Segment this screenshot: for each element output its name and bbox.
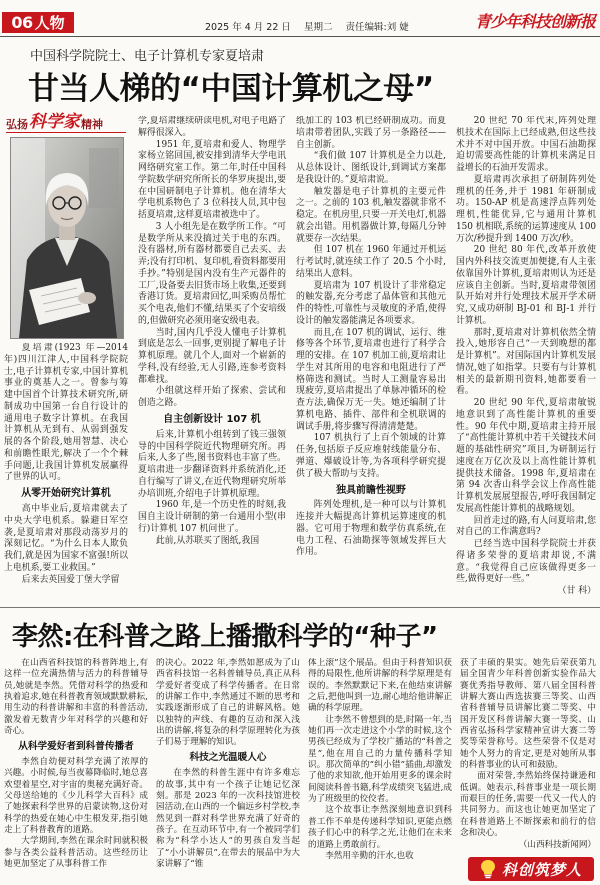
paragraph: 夏培肃再次承担了研制阵列处理机的任务,并于 1981 年研制成功。150-AP 机是高速浮点阵列处理机,性能优异,它与通用计算机 150 机相联,系统的运算速度从 100 万次/秒提升到 1400 万次/秒。 <box>456 174 596 244</box>
paragraph: 触发器是电子计算机的主要元件之一。之前的 103 机,触发器就非常不稳定。在机房里,只要一开关电灯,机器就会出错。用机器做计算,每隔几分钟就要存一次结果。 <box>296 186 446 244</box>
paragraph: 20 世纪 80 年代,改革开放使国内外科技交流更加便捷,有人主张依靠国外计算机,夏培肃则认为还是应该自主创新。当时,夏培肃带领团队开始对并行处理技术展开学术研究,又成功研制 BJ-01 和 BJ-1 并行计算机。 <box>456 245 596 326</box>
article-column <box>138 116 286 602</box>
paragraph: 20 世纪 70 年代末,阵列处理机技术在国际上已经成熟,但这些技术并不对中国开放。中国石油勘探迫切需要高性能的计算机来满足日益增长的石油开发需求。 <box>456 116 596 173</box>
paragraph: 夏培肃(1923 年—2014 年)四川江津人,中国科学院院士,电子计算机专家,中国计算机事业的奠基人之一。曾参与筹建中国首个计算技术研究所,研制成功中国第一台自行设计的通用电子数字计算机。在我国计算机从无到有、从弱到强发展的各个阶段,她用智慧、决心和前瞻性眼光,解决了一个个棘手问题,让我国计算机发展赢得了世界的认可。 <box>4 343 128 483</box>
paragraph: 而且,在 107 机的调试、运行、维修等各个环节,夏培肃也进行了科学合理的安排。在 107 机加工前,夏培肃让学生对其所用的电容和电阻进行了严格筛选和测试。当时人工测量容易出现疲劳,夏培肃提出了单脉冲循环的检查方法,确保万无一失。她还编制了计算机电路、插件、部件和全机联调的调试手册,将步骤写得清清楚楚。 <box>296 327 446 432</box>
article-column <box>296 116 446 602</box>
section-number: 06 <box>11 13 33 32</box>
paragraph: 20 世纪 90 年代,夏培肃敏锐地意识到了高性能计算机的重要性。90 年代中期,夏培肃主持开展了“高性能计算机中若干关键技术问题的基础性研究”项目,为研制运行速度在万亿次及以上高性能计算机提供技术储备。1998 年,夏培肃在第 94 次香山科学会议上作高性能计算机发展展望报告,呼吁我国制定发展高性能计算机的战略规划。 <box>456 398 596 514</box>
byline: （甘 科） <box>557 586 596 596</box>
article-column <box>460 658 596 852</box>
paragraph: 已经当选中国科学院院士并获得诸多荣誉的夏培肃却说,不满意。“我觉得自己应该做得更多一些,做得更好一些。” <box>456 539 596 585</box>
section-name: 人物 <box>34 14 65 32</box>
paragraph: 体上滚”这个展品。但由于科普知识获得的局限性,他所讲解的科学原理是有误的。李然默默记下来,在他结束讲解之后,把他叫到一边,耐心地给他讲解正确的科学原理。 <box>308 658 452 714</box>
section-heading: 从零开始研究计算机 <box>21 488 111 500</box>
section-heading: 科技之光温暖人心 <box>189 752 267 764</box>
page-editor: 责任编辑:刘 婕 <box>345 22 409 33</box>
paragraph: 后来去英国爱丁堡大学留 <box>21 574 120 585</box>
paragraph: “我们做 107 计算机是全力以赴,从总体设计、图纸设计,到调试方案都是我设计的。”夏培肃说。 <box>296 151 446 185</box>
paragraph: 这个故事让李然深刻地意识到科普工作不单是传递科学知识,更能点燃孩子们心中的科学之光,让他们在未来的道路上勇敢前行。 <box>308 805 452 850</box>
byline: （山西科技新闻网） <box>518 839 596 850</box>
article-column <box>156 658 300 885</box>
newspaper-masthead-logo: 青少年科技创新报 <box>474 12 595 31</box>
column-badge <box>6 110 126 133</box>
paragraph: 小组就这样开始了探索、尝试和创造之路。 <box>138 386 286 408</box>
paragraph: 李然用辛勤的汗水,也收 <box>325 850 414 861</box>
issue-date: 2025 年 4 月 22 日 <box>205 22 291 33</box>
header-divider <box>0 36 600 37</box>
section-tag <box>2 12 74 33</box>
paragraph: 纸加工的 103 机已经研制成功。而夏培肃带着团队,实践了另一条路径——自主创新。 <box>296 116 446 150</box>
paragraph: 107 机执行了上百个领域的计算任务,包括原子反应堆射线能量分布、弹道、爆破设计等,为各项科学研究提供了极大帮助与支持。 <box>296 433 446 479</box>
lightbulb-icon <box>480 859 496 879</box>
paragraph: 但 107 机在 1960 年通过开机运行考试时,就连续工作了 20.5 个小时,结果出人意料。 <box>296 245 446 279</box>
paragraph: 此前,从苏联买了图纸,我国 <box>155 535 260 546</box>
paragraph: 学,夏培肃继续研读电机,对电子电路了解得很深入。 <box>138 116 286 138</box>
article-kicker: 中国科学院院士、电子计算机专家夏培肃 <box>30 49 265 64</box>
section-heading: 自主创新设计 107 机 <box>163 414 261 426</box>
paragraph: 那时,夏培肃对计算机依然全情投入,她形容自己“一天到晚想的都是计算机”。对国际国内计算机发展情况,她了如指掌。只要有与计算机相关的最新期刊资料,她都要看一看。 <box>456 327 596 397</box>
paragraph: 回首走过的路,有人问夏培肃,您对自己的工作满意吗? <box>456 515 596 538</box>
badge-prefix: 弘扬 <box>6 118 28 131</box>
paragraph: 后来,计算机小组转到了钱三强领导的中国科学院近代物理研究所。再后来,人多了些,图书资料也丰富了些。夏培肃进一步翻译资料并系统消化,还自行编写了讲义,在近代物理研究所举办培训班,介绍电子计算机原理。 <box>138 429 286 499</box>
paragraph: 3 人小组先是在数学所工作。“可是数学所从来没搞过关于电的东西。没有器材,所有器材都要自己去买、去弄;没有打印机、复印机,看资料都要用手抄。”特别是国内没有生产元器件的工厂,设备要去旧货市场上收集,还要到香港订货。夏培肃回忆,叫采购员帮忙买个电表,他们不懂,结果买了个安培级的,但做研究必须用毫安级电表。 <box>138 221 286 326</box>
article-title: 甘当人梯的“中国计算机之母” <box>28 71 434 107</box>
paragraph: 高中毕业后,夏培肃就去了中央大学电机系。躲避日军空袭,是夏培肃对那段动荡岁月的深刻记忆。“为什么日本人欺负我们,就是因为国家不富强!所以上电机系,要工业救国。” <box>4 504 128 573</box>
article-column <box>456 116 596 602</box>
paragraph: 获了丰硕的果实。她先后荣获第九届全国青少年科普创新实验作品大赛优秀指导教师、第八届全国科普讲解大赛山西选拔赛三等奖、山西省科普辅导员讲解比赛二等奖、中国开发区科普讲解大赛一等奖、山西省弘扬科学家精神宣讲大赛二等奖等荣誉称号。这些荣誉不仅是对她个人努力的肯定,更是对她所从事的科普事业的认可和鼓励。 <box>460 658 596 771</box>
paragraph: 的决心。2022 年,李然如愿成为了山西省科技馆一名科普辅导员,真正从科学爱好者变成了科学传播者。在日常的讲解工作中,李然通过不断的思考和实践逐渐形成了自己的讲解风格。她以独特的声线、有趣的互动和深入浅出的讲解,将复杂的科学原理转化为孩子们易于理解的知识。 <box>156 658 300 748</box>
dateline <box>205 19 419 33</box>
paragraph: 当时,国内几乎没人懂电子计算机到底是怎么一回事,更别提了解电子计算机原理。就几个人,面对一个崭新的学科,没有经验,无人引路,连参考资料都难找。 <box>138 327 286 385</box>
column-badge <box>468 857 594 881</box>
section-heading: 从科学爱好者到科普传播者 <box>18 740 134 752</box>
paragraph: 李然自幼便对科学充满了浓厚的兴趣。小时候,每当夜幕降临时,她总喜欢望着星空,对宇宙的奥秘充满好奇。父母送给她的《少儿科学大百科》成了她探索科学世界的启蒙读物,这份对科学的热爱在她心中生根发芽,指引她走上了科普教育的道路。 <box>4 756 148 835</box>
portrait-illustration <box>11 138 123 338</box>
badge-label: 科创筑梦人 <box>501 860 582 879</box>
paragraph: 夏培肃为 107 机设计了非常稳定的触发器,充分考虑了晶体管和其他元件的特性,可靠性与灵敏度的矛盾,使得设计的触发器能满足各项要求。 <box>296 280 446 326</box>
paragraph: 面对荣誉,李然始终保持谦逊和低调。她表示,科普事业是一项长期而艰巨的任务,需要一代又一代人的共同努力。而这也让她更加坚定了在科普道路上不断探索和前行的信念和决心。 <box>460 771 596 839</box>
paragraph: 1960 年,是一个历史性的时刻,我国自主设计研制的第一台通用小型(串行)计算机 107 机问世了。 <box>138 500 286 534</box>
article-column <box>4 343 128 602</box>
paragraph: 阵列处理机,是一种可以与计算机连接并大幅提高计算机运算速度的机器。它可用于物理和数学仿真系统,在电力工程、石油勘探等领域发挥巨大作用。 <box>296 500 446 558</box>
portrait-photo <box>10 137 124 339</box>
issue-weekday: 星期二 <box>303 22 333 33</box>
badge-highlight: 科学家 <box>29 112 80 132</box>
article-column <box>4 658 148 885</box>
article-divider <box>0 607 600 608</box>
badge-suffix: 精神 <box>81 118 103 131</box>
paragraph: 1951 年,夏培肃和爱人、物理学家杨立铭回国,被安排到清华大学电讯网络研究室工作。第二年,时任中国科学院数学研究所所长的华罗庚提出,要在中国研制电子计算机。他在清华大学电机系物色了 3 位科技人员,其中包括夏培肃,这样夏培肃被选中了。 <box>138 139 286 220</box>
section-heading: 独具前瞻性视野 <box>336 484 406 496</box>
article-column <box>308 658 452 885</box>
paragraph: 在李然的科普生涯中有许多难忘的故事,其中有一个孩子让她记忆深刻。那是 2023 年的一次科技馆进校园活动,在山西的一个偏远乡村学校,李然见到一群对科学世界充满了好奇的孩子。在互动环节中,有一个被同学们称为“科学小达人”的男孩自发当起了“小小讲解员”,在带去的展品中为大家讲解了“锥 <box>156 768 300 869</box>
article-title: 李然:在科普之路上播撒科学的“种子” <box>12 622 438 652</box>
paragraph: 让李然不曾想到的是,时隔一年,当她们再一次走进这个小学的时候,这个男孩已经成为了学校广播站的“科普之星”,他在用自己的力量传播科学知识。那次简单的“纠小错”插曲,却激发了他的求知欲,他开始用更多的课余时间阅读科普书籍,科学成绩突飞猛进,成为了班级里的佼佼者。 <box>308 714 452 805</box>
paragraph: 在山西省科技馆的科普阵地上,有这样一位充满热情与活力的科普辅导员,她就是李然。凭借对科学的热爱和执着追求,她在科普教育领域默默耕耘,用生动的科普讲解和丰富的科普活动,激发着无数青少年对科学的兴趣和好奇心。 <box>4 658 148 737</box>
paragraph: 大学期间,李然在课余时间就积极参与各类公益科普活动。这些经历让她更加坚定了从事科普工作 <box>4 836 148 869</box>
